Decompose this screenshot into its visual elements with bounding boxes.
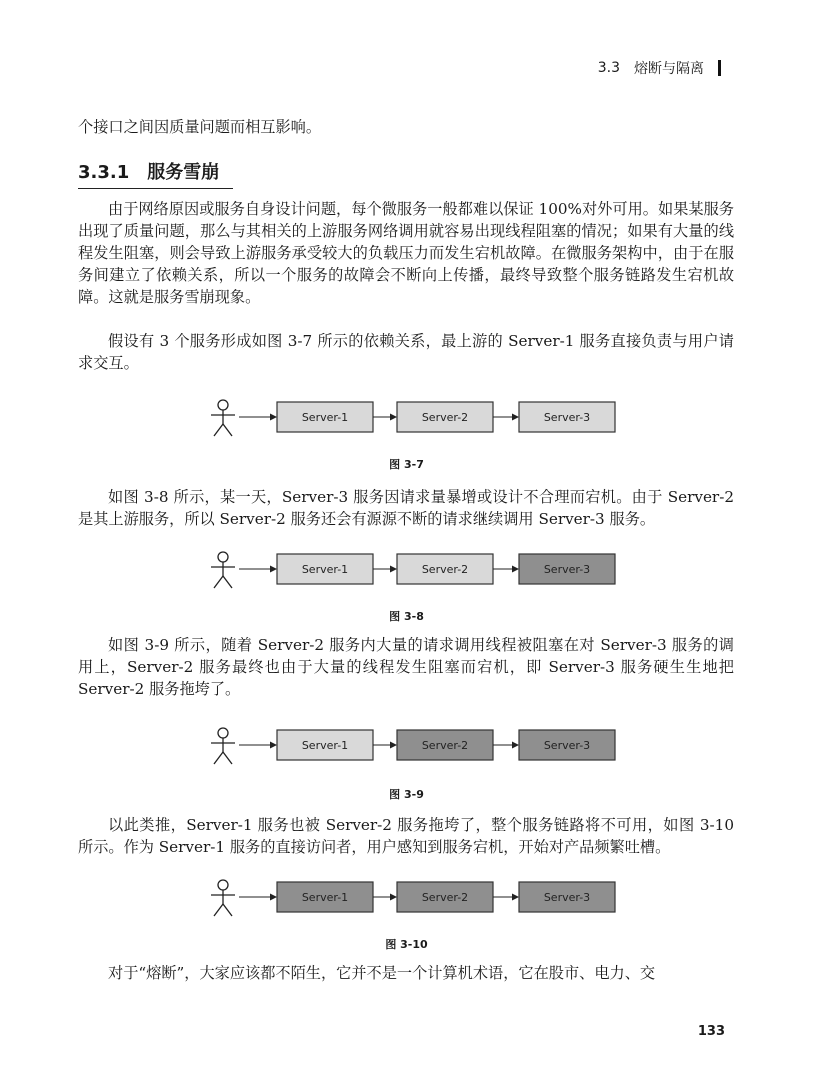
paragraph-4: 如图 3-9 所示，随着 Server-2 服务内大量的请求调用线程被阻塞在对 Server-3 服务的调用上，Server-2 服务最终也由于大量的线程发生阻塞而宕机，即 Server-3 服务硬生生地把 Server-2 服务拖垮了。 xyxy=(78,636,734,698)
arrow-head-icon xyxy=(390,894,397,901)
arrow-head-icon xyxy=(390,566,397,573)
server-label: Server-1 xyxy=(301,411,349,424)
section-heading xyxy=(78,158,233,189)
arrow-head-icon xyxy=(270,742,277,749)
paragraph-2: 假设有 3 个服务形成如图 3-7 所示的依赖关系，最上游的 Server-1 服务直接负责与用户请求交互。 xyxy=(78,332,734,372)
service-chain-diagram xyxy=(205,876,625,920)
arrow-head-icon xyxy=(270,894,277,901)
paragraph-1: 由于网络原因或服务自身设计问题，每个微服务一般都难以保证 100%对外可用。如果某服务出现了质量问题，那么与其相关的上游服务网络调用就容易出现线程阻塞的情况；如果有大量的线程发生阻塞，则会导致上游服务承受较大的负载压力而发生宕机故障。在微服务架构中，由于在服务间建立了依赖关系，所以一个服务的故障会不断向上传播，最终导致整个服务链路发生宕机故障。这就是服务雪崩现象。 xyxy=(78,200,734,306)
user-icon xyxy=(211,728,235,764)
server-label: Server-3 xyxy=(543,411,591,424)
arrow-head-icon xyxy=(270,414,277,421)
server-label: Server-1 xyxy=(301,739,349,752)
paragraph-6: 对于“熔断”，大家应该都不陌生，它并不是一个计算机术语，它在股市、电力、交 xyxy=(108,964,656,982)
user-icon xyxy=(211,400,235,436)
server-label: Server-3 xyxy=(543,739,591,752)
server-label: Server-2 xyxy=(421,891,469,904)
section-title: 服务雪崩 xyxy=(147,162,220,183)
page-number: 133 xyxy=(697,1024,725,1039)
arrow-head-icon xyxy=(390,742,397,749)
header-bar xyxy=(718,60,721,76)
arrow-head-icon xyxy=(512,566,519,573)
paragraph-5: 以此类推，Server-1 服务也被 Server-2 服务拖垮了，整个服务链路将不可用，如图 3-10 所示。作为 Server-1 服务的直接访问者，用户感知到服务宕机，开始对产品频繁吐槽。 xyxy=(78,816,734,856)
arrow-head-icon xyxy=(512,894,519,901)
figure-caption: 图 3-7 xyxy=(389,458,424,471)
arrow-head-icon xyxy=(390,414,397,421)
header-section-number: 3.3 xyxy=(597,60,620,76)
figure-3-8 xyxy=(205,548,625,592)
figure-caption: 图 3-8 xyxy=(389,610,424,623)
header-title: 熔断与隔离 xyxy=(634,61,704,77)
server-label: Server-2 xyxy=(421,739,469,752)
server-label: Server-2 xyxy=(421,563,469,576)
figure-3-10 xyxy=(205,876,625,920)
service-chain-diagram xyxy=(205,548,625,592)
server-label: Server-3 xyxy=(543,563,591,576)
intro-line: 个接口之间因质量问题而相互影响。 xyxy=(78,118,321,136)
user-icon xyxy=(211,880,235,916)
section-number: 3.3.1 xyxy=(78,162,130,183)
user-icon xyxy=(211,552,235,588)
server-label: Server-2 xyxy=(421,411,469,424)
figure-caption: 图 3-10 xyxy=(385,938,428,951)
arrow-head-icon xyxy=(512,742,519,749)
paragraph-3: 如图 3-8 所示，某一天，Server-3 服务因请求量暴增或设计不合理而宕机。由于 Server-2 是其上游服务，所以 Server-2 服务还会有源源不断的请求继续调用 Server-3 服务。 xyxy=(78,488,734,528)
running-header xyxy=(598,58,721,78)
figure-3-9 xyxy=(205,724,625,768)
service-chain-diagram xyxy=(205,396,625,440)
server-label: Server-1 xyxy=(301,891,349,904)
figure-3-7 xyxy=(205,396,625,440)
server-label: Server-1 xyxy=(301,563,349,576)
arrow-head-icon xyxy=(512,414,519,421)
service-chain-diagram xyxy=(205,724,625,768)
figure-caption: 图 3-9 xyxy=(389,788,424,801)
arrow-head-icon xyxy=(270,566,277,573)
server-label: Server-3 xyxy=(543,891,591,904)
